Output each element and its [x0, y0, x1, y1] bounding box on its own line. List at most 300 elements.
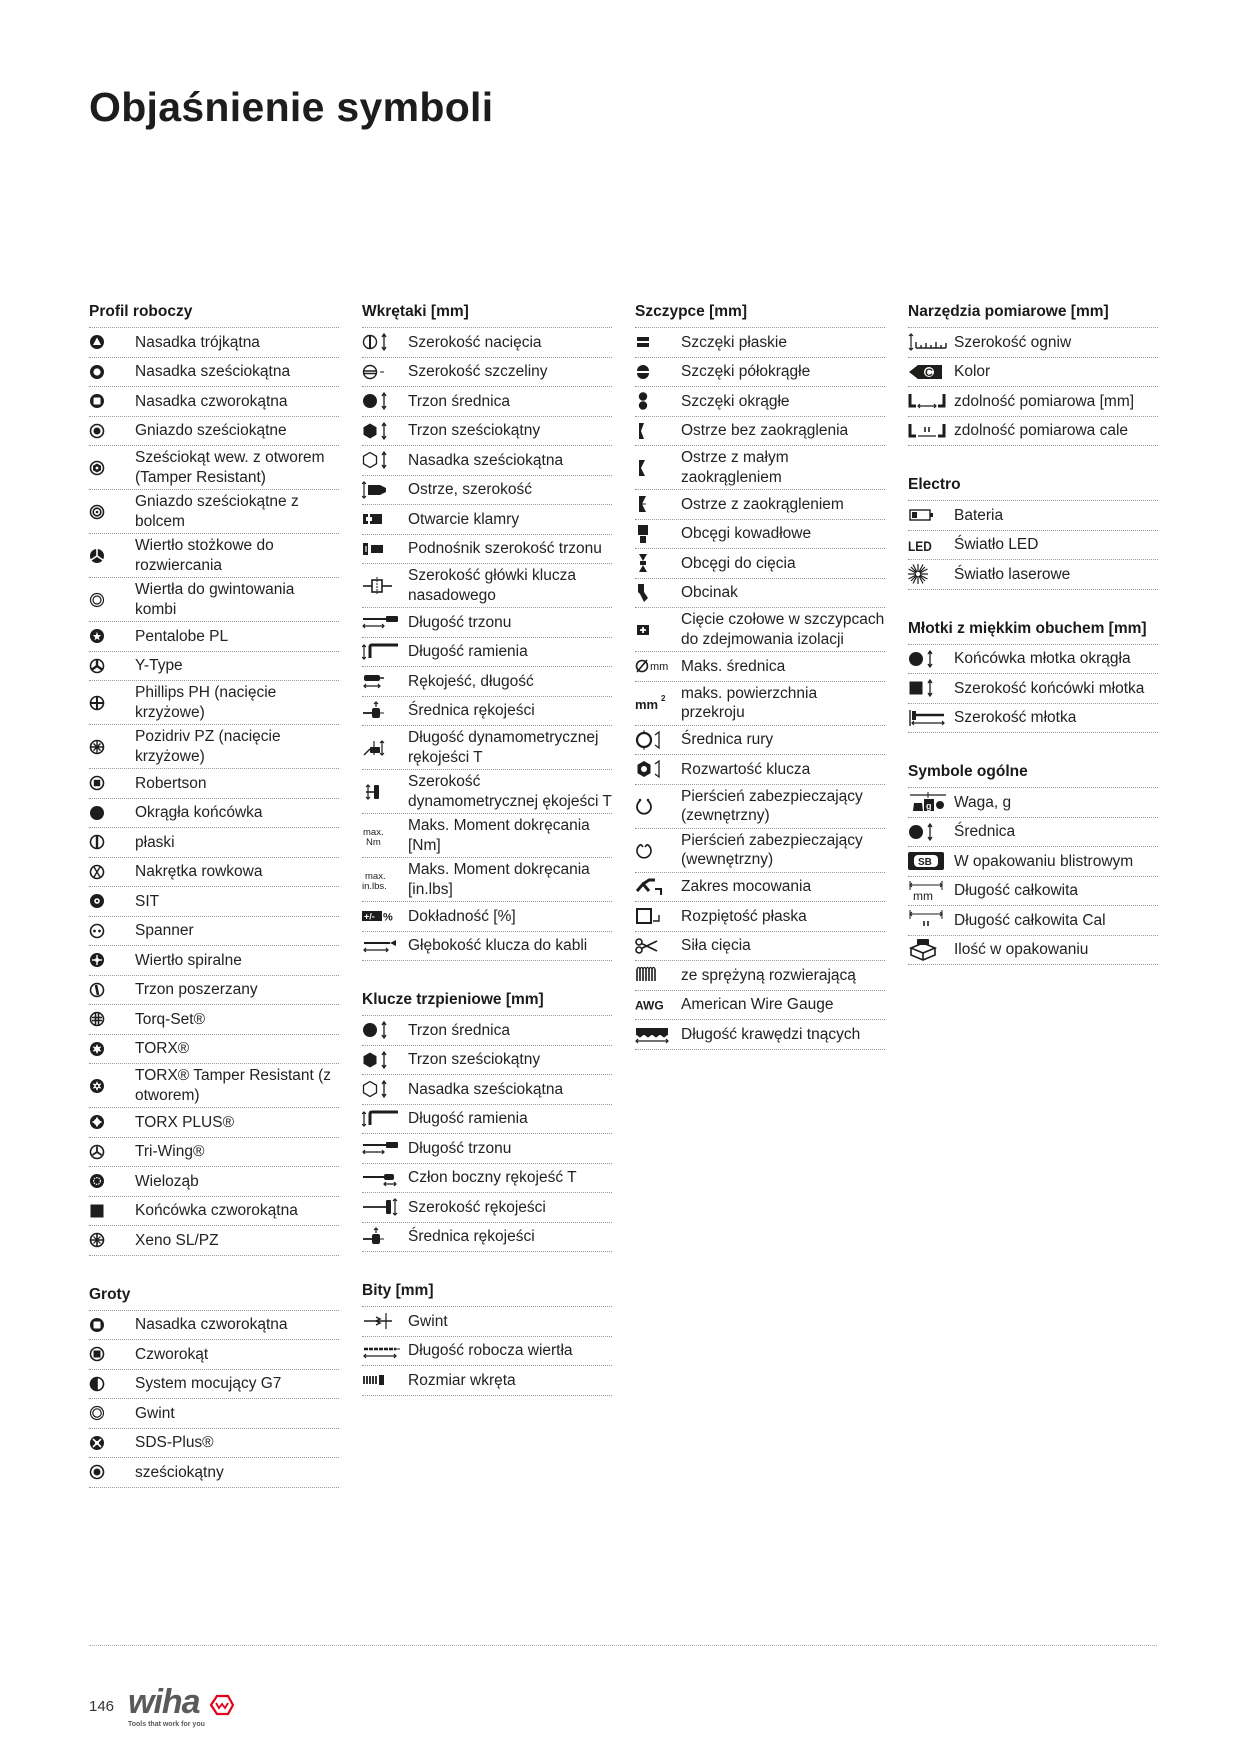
- cutter-icon: [635, 582, 681, 604]
- section-heading: Klucze trzpieniowe [mm]: [362, 987, 612, 1016]
- awg-icon: [635, 994, 681, 1016]
- legend-row: [908, 560, 1158, 590]
- slotted-nut-icon: [89, 861, 135, 883]
- legend-row: [89, 681, 339, 725]
- hex-recess-icon: [89, 420, 135, 442]
- legend-label: Dokładność [%]: [408, 907, 516, 925]
- legend-row: [362, 535, 612, 565]
- clamp-icon: [362, 508, 408, 530]
- legend-row: [362, 726, 612, 770]
- legend-row: [635, 608, 885, 652]
- cutting-force-icon: [635, 935, 681, 957]
- svg-text:mm: mm: [635, 697, 659, 712]
- legend-label: TORX® Tamper Resistant (z otworem): [135, 1067, 332, 1104]
- legend-label: Trzon średnica: [408, 1021, 510, 1039]
- section-heading: Profil roboczy: [89, 299, 339, 328]
- g7-icon: [89, 1373, 135, 1395]
- legend-row: [89, 328, 339, 358]
- legend-label: Światło LED: [954, 536, 1039, 553]
- spring-icon: [635, 964, 681, 986]
- legend-label: Pierścień zabezpieczający (zewnętrzny): [681, 787, 863, 824]
- legend-label: Średnica: [954, 823, 1016, 840]
- hex-pin-icon: [89, 501, 135, 523]
- legend-row: [908, 704, 1158, 734]
- blade-icon: [362, 479, 408, 501]
- legend-section: [362, 1278, 612, 1396]
- svg-text:LED: LED: [908, 537, 932, 554]
- pozidriv-icon: [89, 736, 135, 758]
- legend-row: [362, 902, 612, 932]
- legend-row: [635, 991, 885, 1021]
- legend-label: Cięcie czołowe w szczypcach do zdejmowania izolacji: [681, 611, 885, 648]
- legend-label: Światło laserowe: [954, 565, 1071, 583]
- shank-icon: [89, 979, 135, 1001]
- cable-depth-icon: [362, 935, 408, 957]
- total-length-icon: [908, 880, 954, 902]
- torx-plus-icon: [89, 1111, 135, 1133]
- legend-label: Rozwartość klucza: [681, 760, 811, 778]
- laser-icon: [908, 563, 954, 585]
- legend-row: [362, 328, 612, 358]
- legend-row: [362, 1046, 612, 1076]
- legend-label: Szczęki okrągłe: [681, 392, 790, 410]
- legend-row: [89, 622, 339, 652]
- legend-row: [89, 1429, 339, 1459]
- legend-row: [89, 578, 339, 622]
- half-round-jaws-icon: [635, 361, 681, 383]
- legend-label: Okrągła końcówka: [135, 804, 263, 821]
- legend-label: Trzon sześciokątny: [408, 422, 541, 439]
- legend-label: SIT: [135, 892, 160, 910]
- svg-text:Tools that work for you: Tools that work for you: [128, 1721, 205, 1728]
- flat-jaws-icon: [635, 331, 681, 353]
- pipe-diameter-icon: [635, 729, 681, 751]
- legend-label: Średnica rękojeści: [408, 702, 535, 719]
- legend-row: [362, 858, 612, 902]
- hex-hole-icon: [89, 457, 135, 479]
- legend-row: [362, 1223, 612, 1253]
- legend-row: [362, 1193, 612, 1223]
- legend-label: Długość ramienia: [408, 1110, 528, 1127]
- blade-width-icon: [362, 331, 408, 353]
- hex-socket-icon: [89, 361, 135, 383]
- legend-row: [89, 1035, 339, 1065]
- color-icon: [908, 361, 954, 383]
- legend-section: [362, 299, 612, 961]
- legend-label: zdolność pomiarowa [mm]: [954, 392, 1135, 410]
- legend-label: Końcówka czworokątna: [135, 1202, 298, 1219]
- legend-label: Rozpiętość płaska: [681, 907, 807, 925]
- legend-row: [362, 697, 612, 727]
- legend-row: [635, 387, 885, 417]
- spanner-icon: [89, 920, 135, 942]
- twist-drill-icon: [89, 949, 135, 971]
- legend-label: Szerokość końcówki młotka: [954, 679, 1145, 697]
- page-title: Objaśnienie symboli: [89, 84, 494, 130]
- section-heading: Electro: [908, 472, 1158, 501]
- anvil-icon: [635, 523, 681, 545]
- cutting-pliers-icon: [635, 552, 681, 574]
- legend-row: [908, 847, 1158, 877]
- torque-t-width-icon: [362, 781, 408, 803]
- column-1: [89, 299, 339, 1514]
- legend-label: Długość całkowita: [954, 882, 1079, 899]
- section-heading: Wkrętaki [mm]: [362, 299, 612, 328]
- legend-label: Szerokość szczeliny: [408, 363, 548, 380]
- svg-text:+/-: +/-: [364, 911, 375, 922]
- legend-section: [908, 616, 1158, 734]
- legend-row: [362, 446, 612, 476]
- ring-external-icon: [635, 795, 681, 817]
- legend-label: Wiertło spiralne: [135, 951, 242, 969]
- triangle-socket-icon: [89, 331, 135, 353]
- legend-row: [908, 936, 1158, 966]
- handle-length-icon: [362, 670, 408, 692]
- square-socket-icon: [89, 1314, 135, 1336]
- legend-row: [362, 417, 612, 447]
- hex-nut-icon: [362, 1078, 408, 1100]
- svg-text:in.lbs.: in.lbs.: [362, 880, 387, 891]
- legend-row: [362, 1337, 612, 1367]
- total-length-inch-icon: [908, 909, 954, 931]
- legend-row: [362, 667, 612, 697]
- legend-label: American Wire Gauge: [681, 996, 834, 1013]
- wrench-size-icon: [635, 758, 681, 780]
- legend-label: Obcęgi kowadłowe: [681, 525, 812, 542]
- screw-size-icon: [362, 1369, 408, 1391]
- legend-label: Rękojeść, długość: [408, 672, 534, 690]
- legend-label: Nasadka czworokątna: [135, 1316, 288, 1333]
- legend-row: [89, 858, 339, 888]
- legend-label: Ostrze z zaokrągleniem: [681, 495, 844, 513]
- legend-label: Nakrętka rowkowa: [135, 863, 263, 880]
- legend-label: Nasadka sześciokątna: [135, 363, 291, 380]
- legend-row: [89, 652, 339, 682]
- legend-row: [635, 726, 885, 756]
- svg-text:Nm: Nm: [366, 836, 381, 847]
- square-recess-icon: [89, 1343, 135, 1365]
- max-nm-icon: [362, 825, 408, 847]
- handle-diameter-icon: [362, 700, 408, 722]
- legend-row: [362, 476, 612, 506]
- legend-row: [908, 788, 1158, 818]
- legend-label: Kolor: [954, 363, 991, 380]
- legend-row: [89, 1197, 339, 1227]
- column-3: [635, 299, 885, 1076]
- legend-row: [362, 1075, 612, 1105]
- legend-row: [908, 906, 1158, 936]
- legend-label: Średnica rury: [681, 731, 774, 748]
- legend-row: [362, 1164, 612, 1194]
- sit-icon: [89, 890, 135, 912]
- legend-label: Spanner: [135, 922, 194, 939]
- legend-row: [908, 358, 1158, 388]
- legend-label: Czworokąt: [135, 1345, 209, 1363]
- thread-bit-icon: [362, 1310, 408, 1332]
- legend-section: [908, 759, 1158, 965]
- legend-row: [908, 877, 1158, 907]
- legend-row: [635, 932, 885, 962]
- legend-row: [635, 682, 885, 726]
- svg-text:max.: max.: [365, 870, 386, 882]
- legend-label: Nasadka sześciokątna: [408, 451, 564, 469]
- torx-tr-icon: [89, 1075, 135, 1097]
- led-icon: [908, 534, 954, 556]
- legend-row: [89, 1108, 339, 1138]
- section-heading: Szczypce [mm]: [635, 299, 885, 328]
- y-type-icon: [89, 655, 135, 677]
- handle-diameter-icon: [362, 1226, 408, 1248]
- blister-icon: [908, 850, 954, 872]
- footer-divider: [89, 1645, 1157, 1646]
- cross-section-icon: [635, 692, 681, 714]
- legend-label: Siła cięcia: [681, 937, 751, 954]
- section-heading: Narzędzia pomiarowe [mm]: [908, 299, 1158, 328]
- legend-row: [89, 1064, 339, 1108]
- legend-label: Trzon poszerzany: [135, 981, 258, 998]
- slot-width-icon: [362, 361, 408, 383]
- legend-label: Średnica rękojeści: [408, 1228, 535, 1245]
- legend-section: [908, 299, 1158, 446]
- legend-row: [908, 417, 1158, 447]
- legend-label: Szczęki półokrągłe: [681, 363, 811, 380]
- arm-length-icon: [362, 641, 408, 663]
- legend-row: [89, 534, 339, 578]
- legend-label: Ilość w opakowaniu: [954, 941, 1089, 958]
- blade-small-bevel-icon: [635, 457, 681, 479]
- pack-qty-icon: [908, 939, 954, 961]
- legend-row: [908, 387, 1158, 417]
- legend-label: Wiertło stożkowe do rozwiercania: [135, 537, 274, 574]
- legend-row: [635, 549, 885, 579]
- legend-label: Y-Type: [135, 657, 183, 674]
- legend-label: Długość całkowita Cal: [954, 911, 1106, 929]
- legend-label: TORX PLUS®: [135, 1113, 234, 1131]
- legend-label: Zakres mocowania: [681, 878, 812, 895]
- svg-text:C: C: [925, 366, 933, 379]
- legend-row: [362, 1134, 612, 1164]
- legend-row: [635, 417, 885, 447]
- wiha-logo-icon: [128, 1683, 248, 1729]
- legend-label: Długość dynamometrycznej rękojeści T: [408, 729, 599, 766]
- accuracy-icon: [362, 905, 408, 927]
- legend-section: [89, 299, 339, 1256]
- segment-width-icon: [908, 331, 954, 353]
- column-2: [362, 299, 612, 1422]
- section-heading: Symbole ogólne: [908, 759, 1158, 788]
- svg-text:2: 2: [661, 694, 666, 703]
- legend-row: [89, 946, 339, 976]
- legend-label: Długość ramienia: [408, 643, 528, 660]
- legend-row: [362, 358, 612, 388]
- polygon-icon: [89, 1170, 135, 1192]
- shaft-diameter-icon: [362, 390, 408, 412]
- svg-text:g: g: [926, 801, 932, 812]
- legend-label: Ostrze z małym zaokrągleniem: [681, 449, 789, 486]
- legend-label: maks. powierzchnia przekroju: [681, 684, 818, 721]
- legend-row: [635, 902, 885, 932]
- svg-text:%: %: [383, 911, 393, 924]
- legend-label: SDS-Plus®: [135, 1434, 214, 1451]
- weight-icon: [908, 791, 954, 813]
- max-inlbs-icon: [362, 869, 408, 891]
- legend-row: [635, 520, 885, 550]
- measure-mm-icon: [908, 390, 954, 412]
- legend-section: [362, 987, 612, 1252]
- legend-label: zdolność pomiarowa cale: [954, 422, 1129, 439]
- countersink-icon: [89, 545, 135, 567]
- legend-label: Sześciokąt wew. z otworem (Tamper Resistant): [135, 449, 325, 486]
- battery-icon: [908, 504, 954, 526]
- legend-row: [908, 674, 1158, 704]
- legend-section: [89, 1282, 339, 1488]
- legend-label: Szerokość rękojeści: [408, 1198, 546, 1216]
- phillips-icon: [89, 692, 135, 714]
- legend-label: Otwarcie klamry: [408, 510, 520, 528]
- round-tip-icon: [89, 802, 135, 824]
- blade-no-bevel-icon: [635, 420, 681, 442]
- hex-shaft-icon: [362, 420, 408, 442]
- legend-label: Szczęki płaskie: [681, 333, 787, 351]
- legend-label: Długość trzonu: [408, 613, 512, 631]
- legend-label: Pozidriv PZ (nacięcie krzyżowe): [135, 728, 281, 765]
- diameter-icon: [908, 821, 954, 843]
- legend-row: [89, 887, 339, 917]
- round-hammer-icon: [908, 648, 954, 670]
- legend-row: [89, 799, 339, 829]
- robertson-icon: [89, 772, 135, 794]
- legend-label: sześciokątny: [135, 1463, 224, 1481]
- legend-label: Torq-Set®: [135, 1010, 205, 1028]
- legend-row: [362, 770, 612, 814]
- legend-row: [635, 490, 885, 520]
- ring-internal-icon: [635, 839, 681, 861]
- svg-text:mm: mm: [913, 888, 933, 902]
- legend-label: Końcówka młotka okrągła: [954, 650, 1131, 667]
- legend-row: [908, 328, 1158, 358]
- legend-label: Gniazdo sześciokątne z bolcem: [135, 493, 299, 530]
- handle-width-icon: [362, 1196, 408, 1218]
- shaft-diameter-icon: [362, 1019, 408, 1041]
- socket-head-icon: [362, 575, 408, 597]
- legend-label: Phillips PH (nacięcie krzyżowe): [135, 684, 277, 721]
- legend-row: [89, 1311, 339, 1341]
- legend-label: W opakowaniu blistrowym: [954, 852, 1134, 870]
- legend-label: Nasadka czworokątna: [135, 392, 288, 410]
- legend-row: [362, 564, 612, 608]
- legend-label: Długość robocza wiertła: [408, 1342, 573, 1359]
- legend-label: Pentalobe PL: [135, 627, 229, 645]
- tap-drill-icon: [89, 589, 135, 611]
- legend-row: [89, 1399, 339, 1429]
- legend-label: Nasadka sześciokątna: [408, 1080, 564, 1098]
- flat-span-icon: [635, 905, 681, 927]
- round-jaws-icon: [635, 390, 681, 412]
- svg-text:mm: mm: [650, 661, 669, 674]
- sds-plus-icon: [89, 1432, 135, 1454]
- legend-section: [635, 299, 885, 1050]
- measure-inch-icon: [908, 420, 954, 442]
- shaft-length-icon: [362, 1137, 408, 1159]
- legend-label: Podnośnik szerokość trzonu: [408, 540, 602, 557]
- end-cut-icon: [635, 619, 681, 641]
- section-heading: Młotki z miękkim obuchem [mm]: [908, 616, 1158, 645]
- legend-label: Wieloząb: [135, 1172, 199, 1190]
- shaft-length-icon: [362, 611, 408, 633]
- hex-shaft-icon: [362, 1049, 408, 1071]
- legend-label: ze sprężyną rozwierającą: [681, 966, 856, 984]
- legend-row: [362, 1016, 612, 1046]
- svg-text:max.: max.: [363, 826, 384, 838]
- legend-label: Nasadka trójkątna: [135, 333, 260, 351]
- legend-label: płaski: [135, 833, 175, 851]
- legend-row: [89, 358, 339, 388]
- lift-icon: [362, 538, 408, 560]
- legend-label: Maks. Moment dokręcania [in.lbs]: [408, 861, 590, 898]
- legend-label: Maks. średnica: [681, 657, 786, 675]
- legend-row: [362, 932, 612, 962]
- legend-label: Maks. Moment dokręcania [Nm]: [408, 817, 590, 854]
- legend-row: [89, 1340, 339, 1370]
- legend-row: [89, 1167, 339, 1197]
- drill-length-icon: [362, 1340, 408, 1362]
- legend-label: Szerokość dynamometrycznej ękojeści T: [408, 773, 612, 810]
- legend-row: [362, 505, 612, 535]
- square-tip-icon: [89, 1200, 135, 1222]
- legend-row: [635, 961, 885, 991]
- tri-wing-icon: [89, 1141, 135, 1163]
- legend-row: [908, 818, 1158, 848]
- legend-label: Robertson: [135, 774, 207, 792]
- legend-row: [89, 1370, 339, 1400]
- legend-label: TORX®: [135, 1040, 190, 1057]
- legend-label: Ostrze, szerokość: [408, 481, 533, 498]
- legend-label: Szerokość ogniw: [954, 333, 1072, 351]
- legend-row: [362, 1307, 612, 1337]
- legend-label: Szerokość młotka: [954, 709, 1077, 726]
- legend-row: [89, 1005, 339, 1035]
- legend-label: Ostrze bez zaokrąglenia: [681, 422, 849, 439]
- legend-label: Długość trzonu: [408, 1139, 512, 1157]
- legend-label: Trzon sześciokątny: [408, 1051, 541, 1068]
- legend-row: [89, 725, 339, 769]
- legend-row: [362, 1105, 612, 1135]
- arm-length-icon: [362, 1108, 408, 1130]
- legend-row: [89, 769, 339, 799]
- hex-recess-icon: [89, 1461, 135, 1483]
- legend-row: [89, 446, 339, 490]
- max-diameter-icon: [635, 655, 681, 677]
- legend-row: [362, 608, 612, 638]
- legend-row: [635, 785, 885, 829]
- legend-row: [89, 417, 339, 447]
- legend-row: [635, 446, 885, 490]
- legend-row: [908, 645, 1158, 675]
- legend-row: [635, 652, 885, 682]
- legend-row: [635, 579, 885, 609]
- legend-label: Obcęgi do cięcia: [681, 554, 796, 572]
- section-heading: Groty: [89, 1282, 339, 1311]
- legend-row: [89, 387, 339, 417]
- legend-label: Szerokość główki klucza nasadowego: [408, 567, 576, 604]
- pentalobe-icon: [89, 625, 135, 647]
- legend-row: [89, 976, 339, 1006]
- section-heading: Bity [mm]: [362, 1278, 612, 1307]
- brand-logo: [128, 1683, 248, 1734]
- cutting-edge-icon: [635, 1023, 681, 1045]
- legend-row: [635, 1020, 885, 1050]
- legend-label: Długość krawędzi tnących: [681, 1025, 861, 1043]
